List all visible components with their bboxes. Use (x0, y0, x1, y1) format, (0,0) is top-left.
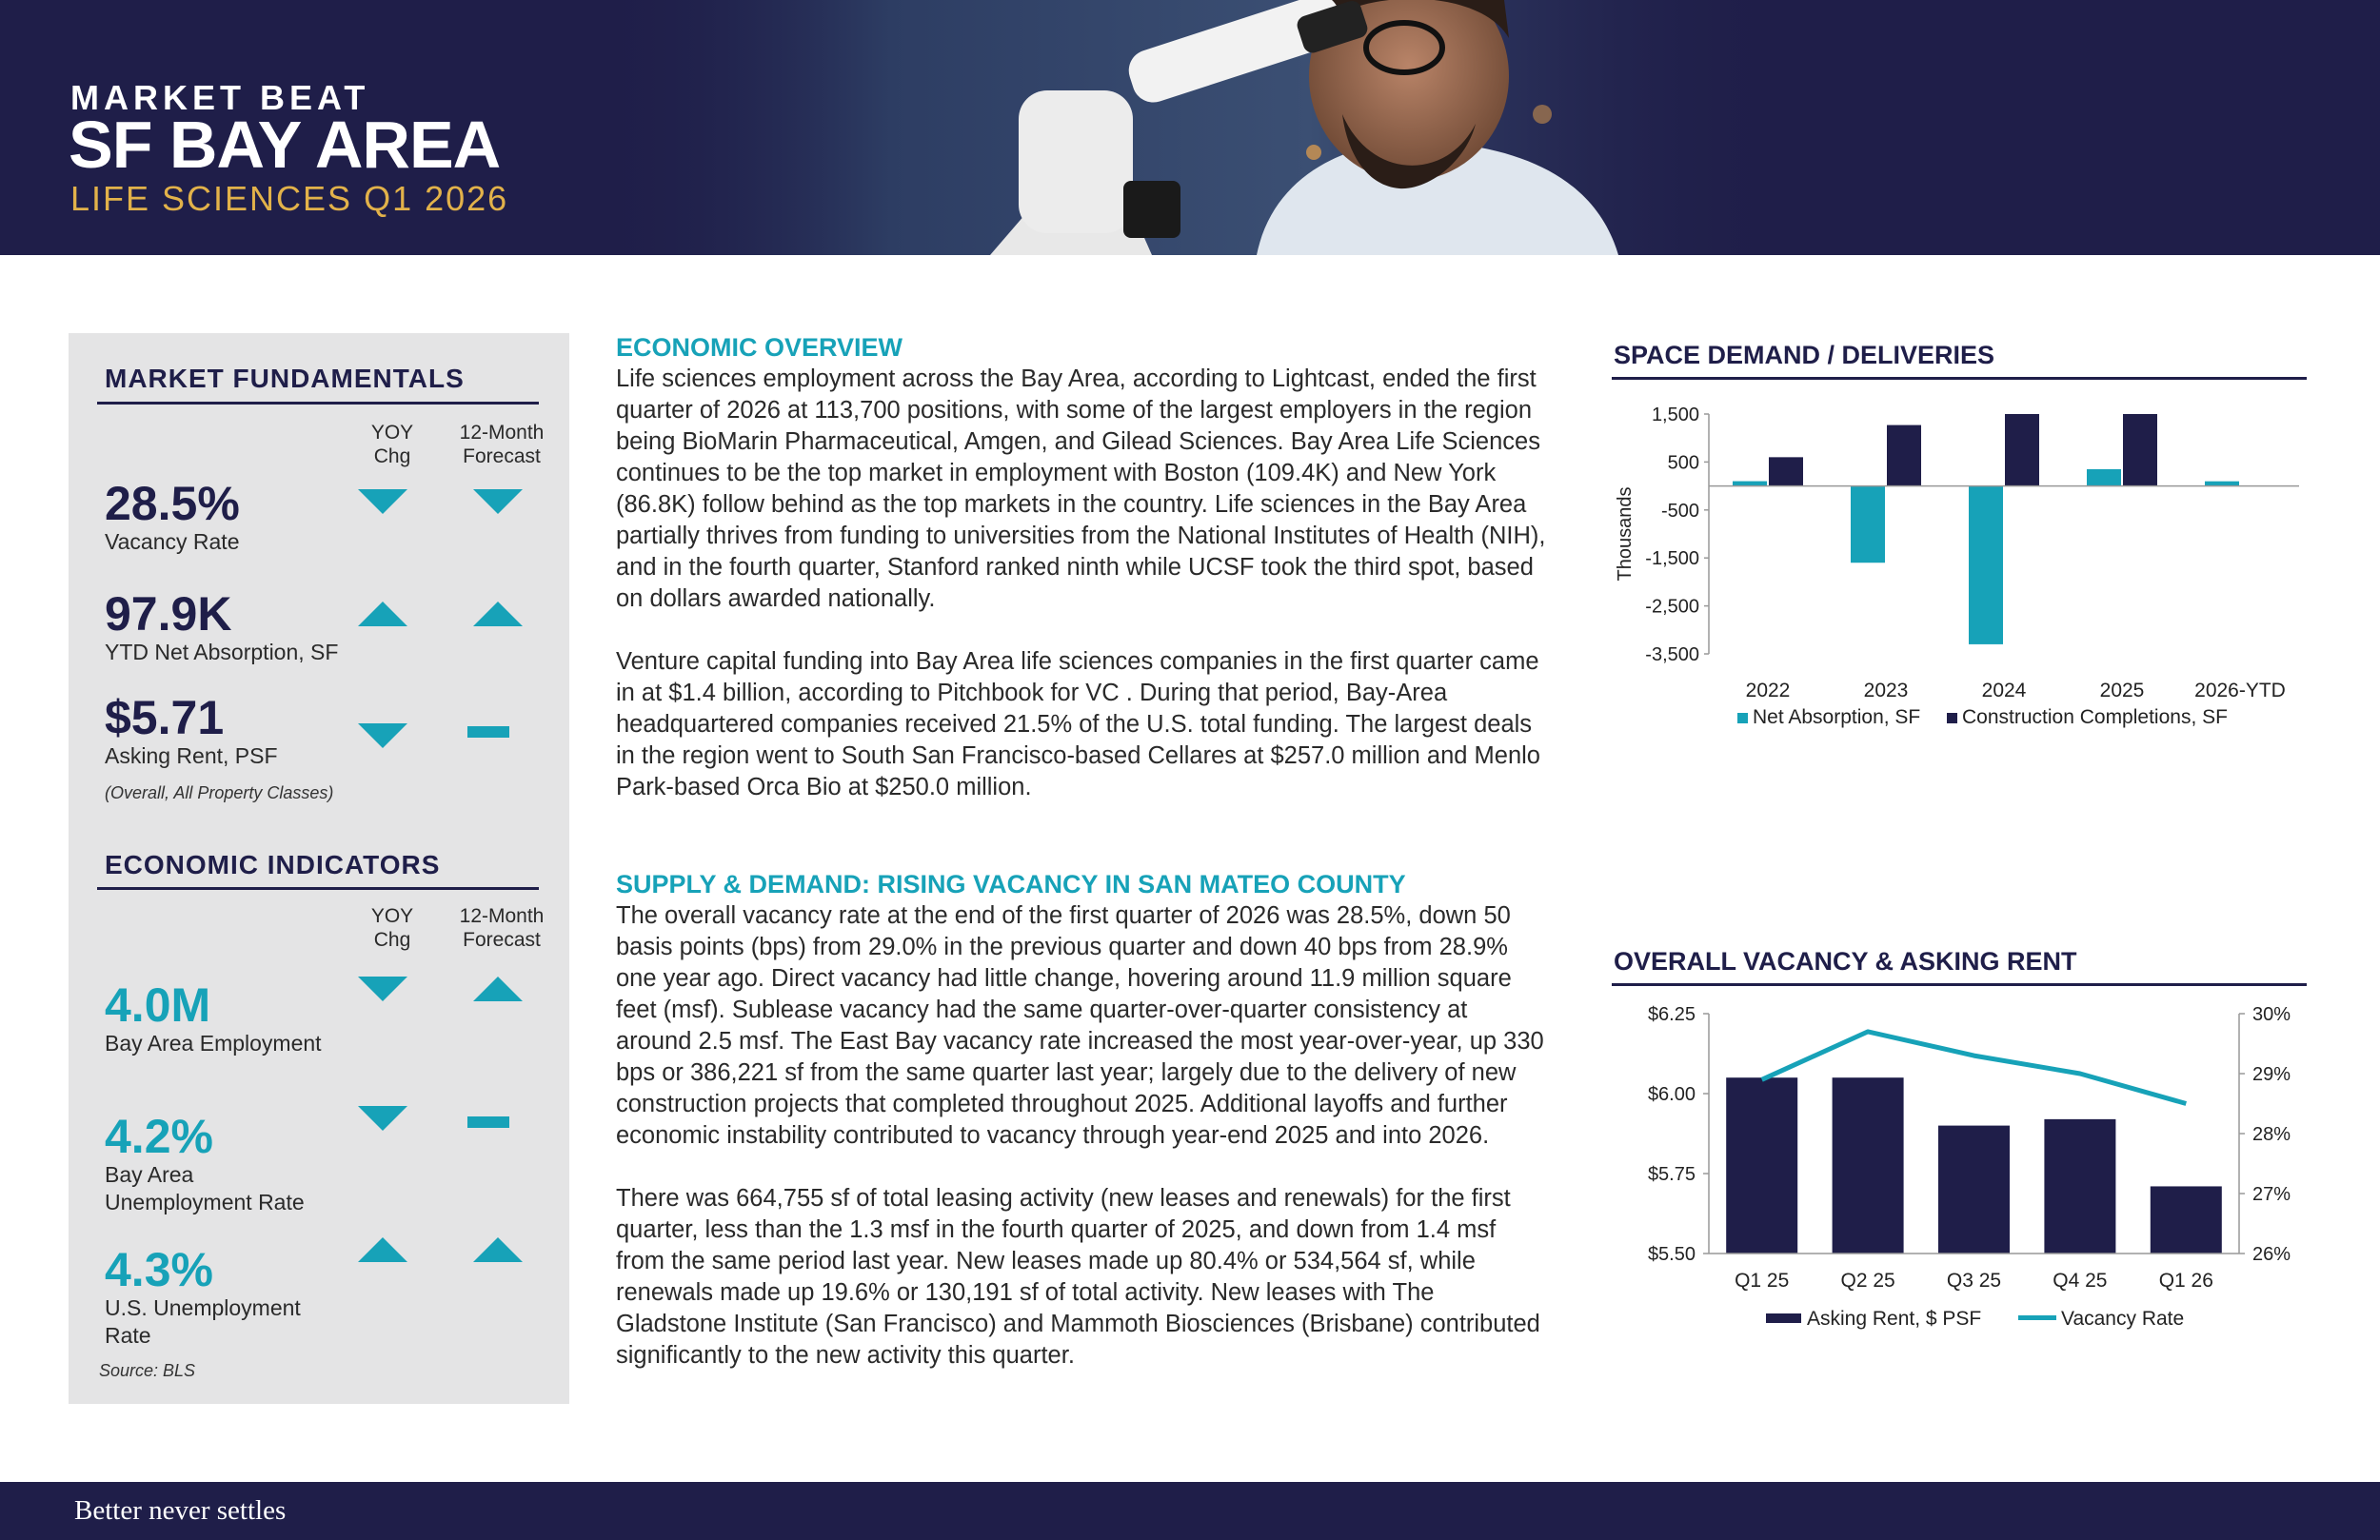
us-unemployment-value: 4.3% (105, 1243, 213, 1296)
divider (97, 887, 539, 890)
x-tick-label: 2022 (1745, 680, 1791, 701)
bar-net-absorption (1969, 486, 2003, 644)
y-tick-label: 1,500 (1651, 405, 1699, 425)
supply-demand-heading: SUPPLY & DEMAND: RISING VACANCY IN SAN MATEO COUNTY (616, 870, 1406, 898)
economic-overview-heading: ECONOMIC OVERVIEW (616, 333, 903, 362)
supply-demand-paragraph-2: There was 664,755 sf of total leasing activity (new leases and renewals) for the first quarter, less than the 1.3 msf in the fourth quarter of 2025, and down from 1.4 msf from the same period last year. New leases made up 80.4% or 534,564 sf, while renewals made up 19.6% or 130,191 sf of total activity. New leases with The Gladstone Institute (San Francisco) and Mammoth Biosciences (Brisbane) contributed significantly to the new activity this quarter. (616, 1185, 1540, 1369)
bar-construction-completions (2123, 414, 2157, 486)
vacancy-rate-value: 28.5% (105, 477, 240, 530)
market-summary-panel (69, 333, 569, 1404)
economic-overview-paragraph-2: Venture capital funding into Bay Area life sciences companies in the first quarter came in at $1.4 billion, according to Pitchbook for VC . During that period, Bay-Area headquartered companies received 21.5% of the U.S. total funding. The largest deals in the region went to South San Francisco-based Cellares at $257.0 million and Menlo Park-based Orca Bio at $250.0 million. (616, 648, 1540, 800)
arrow-up-icon (473, 977, 523, 1001)
x-tick-label: 2025 (2099, 680, 2145, 701)
forecast-column-header: 12-Month Forecast (459, 422, 545, 467)
arrow-up-icon (473, 1237, 523, 1262)
report-kicker: MARKET BEAT (70, 78, 370, 117)
bay-area-employment-value: 4.0M (105, 978, 211, 1032)
y-tick-label: -1,500 (1645, 548, 1699, 570)
legend-label: Construction Completions, SF (1962, 706, 2228, 728)
divider (97, 402, 539, 405)
x-tick-label: Q4 25 (2053, 1270, 2108, 1292)
divider (1612, 983, 2307, 986)
space-demand-chart-title: SPACE DEMAND / DELIVERIES (1614, 341, 1995, 369)
y-axis-label: Thousands (1615, 486, 1636, 582)
y-tick-label: 500 (1667, 452, 1699, 474)
legend-label: Net Absorption, SF (1753, 706, 1921, 728)
x-tick-label: Q3 25 (1946, 1270, 2002, 1292)
arrow-down-icon (358, 977, 407, 1001)
source-note: Source: BLS (99, 1361, 196, 1380)
vacancy-rent-chart-title: OVERALL VACANCY & ASKING RENT (1614, 947, 2077, 976)
arrow-down-icon (473, 489, 523, 514)
arrow-up-icon (473, 602, 523, 626)
flat-dash-icon (467, 1116, 509, 1128)
vacancy-rate-label: Vacancy Rate (105, 529, 240, 554)
bar-net-absorption (2087, 469, 2121, 486)
net-absorption-value: 97.9K (105, 587, 232, 641)
arrow-down-icon (358, 723, 407, 748)
yoy-column-header: YOY Chg (370, 422, 414, 467)
bar-asking-rent (1833, 1077, 1904, 1254)
legend-label: Asking Rent, $ PSF (1807, 1308, 1982, 1330)
x-tick-label: 2026-YTD (2194, 680, 2286, 701)
left-y-tick-label: $6.00 (1647, 1084, 1696, 1105)
supply-demand-paragraph-1: The overall vacancy rate at the end of the first quarter of 2026 was 28.5%, down 50 basis points (bps) from 29.0% in the previous quarter and down 40 bps from 28.9% one year ago. Direct vacancy had little change, hovering around 11.9 million square feet (msf). Sublease vacancy had the same quarter-over-quarter consistency at around 2.5 msf. The East Bay vacancy rate increased the most year-over-year, up 330 bps or 386,221 sf from the same quarter last year; largely due to the delivery of new construction projects that completed throughout 2025. Additional layoffs and further economic instability contributed to vacancy through year-end 2025 and into 2026. (616, 902, 1544, 1149)
footer-tagline: Better never settles (74, 1495, 287, 1526)
divider (1612, 377, 2307, 380)
line-vacancy-rate (1762, 1032, 2187, 1104)
space-demand-chart (1599, 390, 2323, 742)
arrow-up-icon (358, 602, 407, 626)
report-title: SF BAY AREA (69, 108, 501, 182)
left-y-tick-label: $5.50 (1647, 1244, 1696, 1265)
right-y-tick-label: 29% (2252, 1064, 2291, 1085)
arrow-down-icon (358, 489, 407, 514)
left-y-tick-label: $6.25 (1647, 1004, 1696, 1025)
legend-swatch (1737, 713, 1748, 723)
x-tick-label: 2023 (1863, 680, 1909, 701)
y-tick-label: -3,500 (1645, 644, 1699, 665)
x-tick-label: Q1 25 (1735, 1270, 1790, 1292)
bar-asking-rent (1726, 1077, 1797, 1254)
economic-overview-section (616, 331, 1549, 803)
footer-bar (0, 1482, 2380, 1540)
right-y-tick-label: 27% (2252, 1184, 2291, 1205)
yoy-column-header: YOY Chg (370, 905, 414, 951)
y-tick-label: -2,500 (1645, 596, 1699, 618)
us-unemployment-label: U.S. Unemployment Rate (105, 1295, 301, 1348)
legend-swatch (1947, 713, 1957, 723)
header-banner (0, 0, 2380, 255)
economic-overview-paragraph-1: Life sciences employment across the Bay Area, according to Lightcast, ended the first quarter of 2026 at 113,700 positions, with some of the largest employers in the region being BioMarin Pharmaceutical, Amgen, and Gilead Sciences. Bay Area Life Sciences continues to be the top market in employment with Boston (109.4K) and New York (86.8K) follow behind as the top markets in the country. Life sciences in the Bay Area partially thrives from funding to universities from the National Institutes of Health (NIH), and in the fourth quarter, Stanford ranked ninth while UCSF took the third spot, based on dollars awarded nationally. (616, 365, 1546, 612)
arrow-down-icon (358, 1106, 407, 1131)
bar-net-absorption (1733, 482, 1767, 486)
report-subtitle: LIFE SCIENCES Q1 2026 (70, 179, 509, 218)
flat-dash-icon (467, 726, 509, 738)
bar-asking-rent (2044, 1119, 2115, 1254)
right-y-tick-label: 30% (2252, 1004, 2291, 1025)
asking-rent-label: Asking Rent, PSF (105, 743, 278, 768)
left-y-tick-label: $5.75 (1647, 1164, 1696, 1185)
asking-rent-value: $5.71 (105, 691, 225, 744)
bay-area-unemployment-label: Bay Area Unemployment Rate (105, 1162, 305, 1214)
bay-area-employment-label: Bay Area Employment (105, 1031, 322, 1056)
bar-construction-completions (1887, 425, 1921, 486)
legend-label: Vacancy Rate (2061, 1308, 2185, 1330)
bar-asking-rent (1938, 1126, 2010, 1254)
right-y-tick-label: 28% (2252, 1124, 2291, 1145)
bar-construction-completions (2005, 414, 2039, 486)
legend-swatch (2018, 1315, 2056, 1320)
supply-demand-section (616, 868, 1549, 1372)
economic-indicators-title: ECONOMIC INDICATORS (105, 850, 441, 879)
arrow-up-icon (358, 1237, 407, 1262)
bar-net-absorption (1851, 486, 1885, 563)
x-tick-label: 2024 (1981, 680, 2027, 701)
vacancy-rent-chart (1599, 995, 2323, 1347)
x-tick-label: Q2 25 (1840, 1270, 1895, 1292)
bar-asking-rent (2151, 1186, 2222, 1254)
property-class-note: (Overall, All Property Classes) (105, 783, 334, 802)
market-fundamentals-title: MARKET FUNDAMENTALS (105, 364, 465, 393)
scientist-microscope-photo (590, 0, 1790, 255)
bay-area-unemployment-value: 4.2% (105, 1110, 213, 1163)
bar-construction-completions (1769, 457, 1803, 485)
y-tick-label: -500 (1660, 500, 1699, 522)
legend-swatch (1766, 1313, 1801, 1323)
net-absorption-label: YTD Net Absorption, SF (105, 640, 339, 664)
forecast-column-header: 12-Month Forecast (459, 905, 545, 951)
x-tick-label: Q1 26 (2158, 1270, 2213, 1292)
right-y-tick-label: 26% (2252, 1244, 2291, 1265)
